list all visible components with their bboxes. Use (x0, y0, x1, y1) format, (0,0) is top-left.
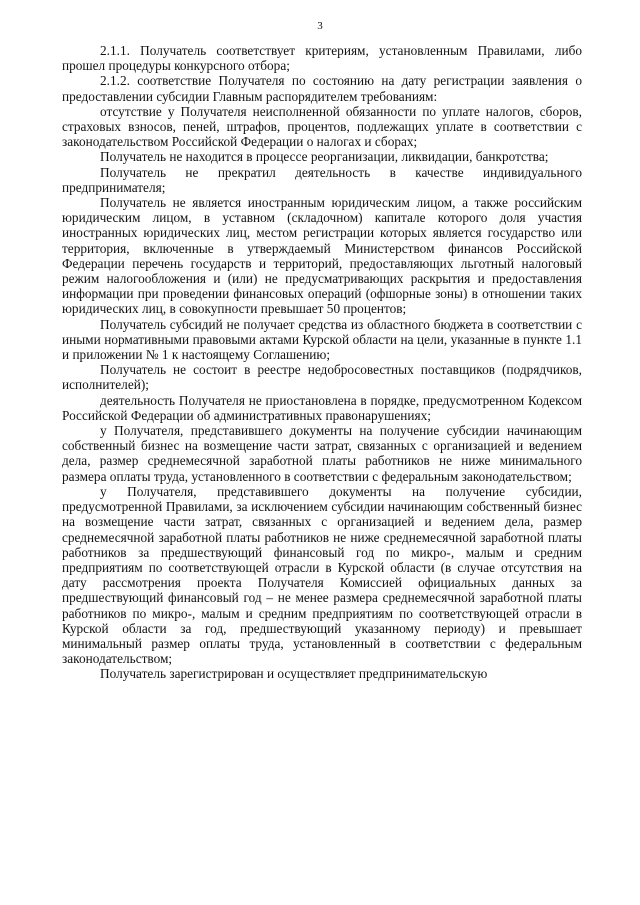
paragraph: Получатель не прекратил деятельность в качестве индивидуального предпринимателя; (62, 164, 582, 195)
paragraph: у Получателя, представившего документы на получение субсидии, предусмотренной Правилами, за исключением субсидии начинающим собственный бизнес на возмещение части затрат, связанных с организацией и ведением дела, размер среднемесячной заработной платы работников не ниже среднемесячной заработной платы работников за предшествующий финансовый год по микро-, малым и средним предприятиям по соответствующей отрасли в Курской области (в случае отсутствия на дату рассмотрения проекта Получателя Комиссией официальных данных за предшествующий финансовый год – не менее размера среднемесячной заработной платы работников по микро-, малым и средним предприятиям по соответствующей отрасли в Курской области за год, предшествующий указанному периоду) и превышает минимальный размер оплаты труда, установленный в соответствии с федеральным законодательством; (62, 483, 582, 667)
page-number: 3 (317, 20, 323, 32)
paragraph: Получатель не находится в процессе реорганизации, ликвидации, банкротства; (100, 149, 549, 165)
paragraph: Получатель не является иностранным юридическим лицом, а также российским юридическим лицом, в уставном (складочном) капитале которого доля участия иностранных юридических лиц, местом регистрации которых является государство или территория, включенные в утверждаемый Министерством финансов Российской Федерации перечень государств и территорий, предоставляющих льготный налоговый режим налогообложения и (или) не предусматривающих раскрытия и предоставления информации при проведении финансовых операций (офшорные зоны) в отношении таких юридических лиц, в совокупности превышает 50 процентов; (62, 195, 582, 317)
paragraph: Получатель субсидий не получает средства из областного бюджета в соответствии с иными нормативными правовыми актами Курской области на цели, указанные в пункте 1.1 и приложении № 1 к настоящему Соглашению; (62, 316, 582, 363)
paragraph: 2.1.2. соответствие Получателя по состоянию на дату регистрации заявления о предоставлении субсидии Главным распорядителем требованиям: (62, 73, 582, 104)
document-body (62, 43, 582, 682)
paragraph: Получатель не состоит в реестре недобросовестных поставщиков (подрядчиков, исполнителей); (62, 362, 582, 393)
paragraph: 2.1.1. Получатель соответствует критериям, установленным Правилами, либо прошел процедуры конкурсного отбора; (62, 43, 582, 74)
paragraph: у Получателя, представившего документы на получение субсидии начинающим собственный бизнес на возмещение части затрат, связанных с организацией и ведением дела, размер среднемесячной заработной платы работников не ниже минимального размера оплаты труда, установленного в соответствии с федеральным законодательством; (62, 423, 582, 484)
paragraph: отсутствие у Получателя неисполненной обязанности по уплате налогов, сборов, страховых взносов, пеней, штрафов, процентов, подлежащих уплате в соответствии с законодательством Российской Федерации о налогах и сборах; (62, 103, 582, 150)
paragraph: деятельность Получателя не приостановлена в порядке, предусмотренном Кодексом Российской Федерации об административных правонарушениях; (62, 392, 582, 423)
paragraph: Получатель зарегистрирован и осуществляет предпринимательскую (100, 666, 488, 682)
